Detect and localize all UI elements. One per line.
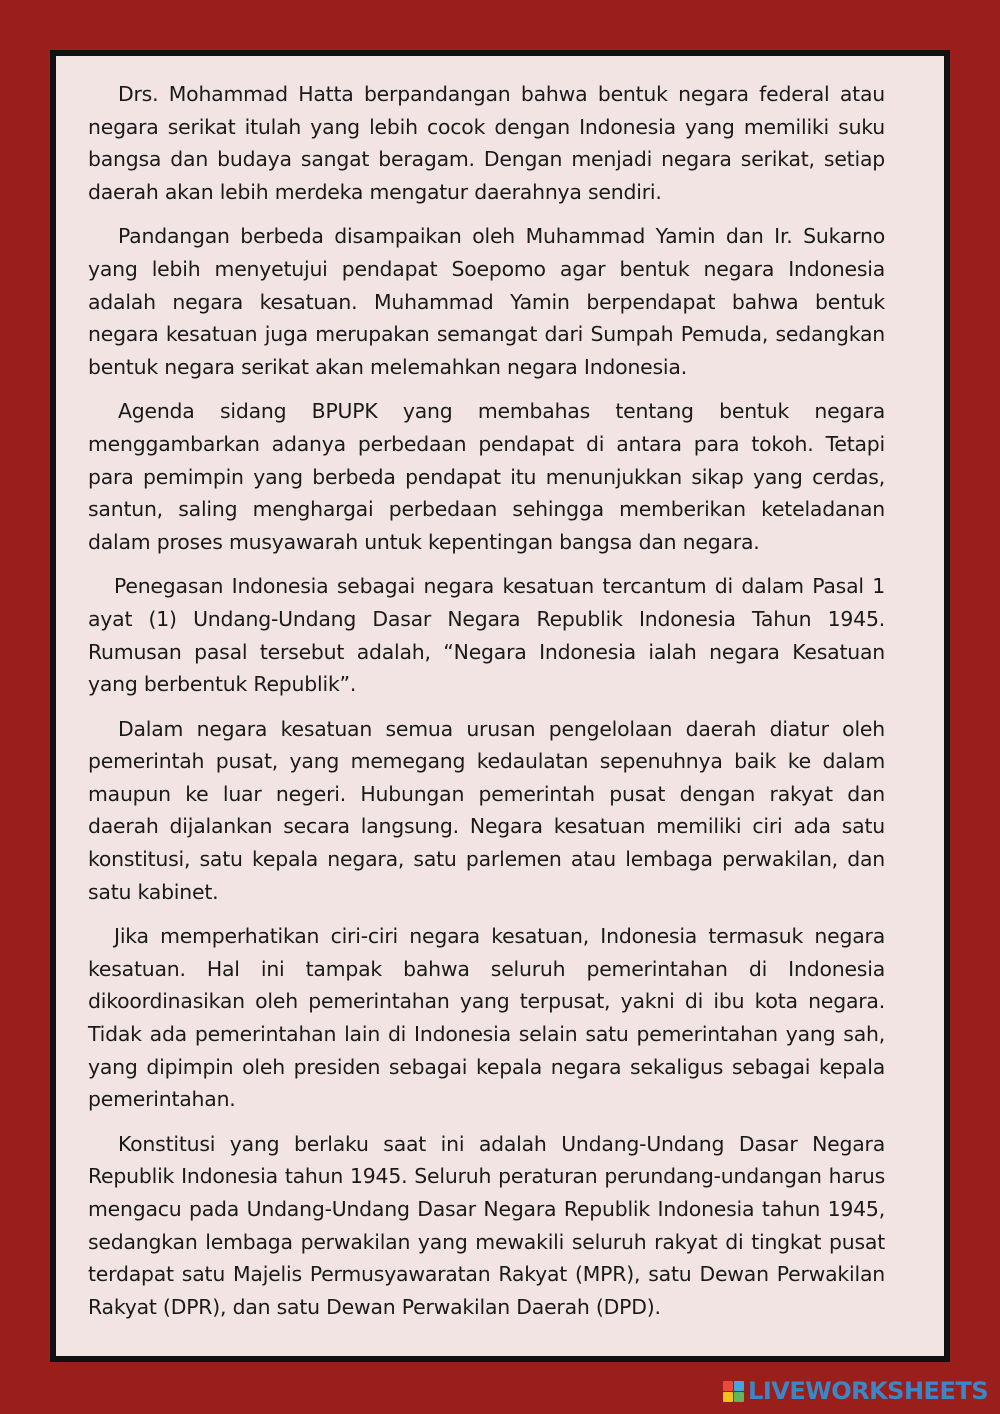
paragraph-konstitusi: Konstitusi yang berlaku saat ini adalah Undang-Undang Dasar Negara Republik Indonesia tahun 1945. Seluruh peraturan perundang-undangan harus mengacu pada Undang-Undang Dasar Negara Republik Indonesia tahun 1945, sedangkan lembaga perwakilan yang mewakili seluruh rakyat di tingkat pusat terdapat satu Majelis Permusyawaratan Rakyat (MPR), satu Dewan Perwakilan Rakyat (DPR), dan satu Dewan Perwakilan Daerah (DPD). — [88, 1131, 885, 1319]
liveworksheets-logo-icon — [723, 1381, 744, 1402]
paragraph-sidang-bpupk: Agenda sidang BPUPK yang membahas tentang bentuk negara menggambarkan adanya perbedaan pendapat di antara para tokoh. Tetapi para pemimpin yang berbeda pendapat itu menunjukkan sikap yang cerdas, santun, saling menghargai perbedaan sehingga memberikan keteladanan dalam proses musyawarah untuk kepentingan bangsa dan negara. — [88, 399, 885, 554]
paragraph-hatta-federal: Drs. Mohammad Hatta berpandangan bahwa bentuk negara federal atau negara serikat itulah yang lebih cocok dengan Indonesia yang memiliki suku bangsa dan budaya sangat beragam. Dengan menjadi negara serikat, setiap daerah akan lebih merdeka mengatur daerahnya sendiri. — [88, 82, 885, 204]
liveworksheets-logo-text: LIVEWORKSHEETS — [748, 1377, 988, 1405]
document-panel — [50, 50, 950, 1362]
paragraph-ciri-negara-kesatuan: Dalam negara kesatuan semua urusan pengelolaan daerah diatur oleh pemerintah pusat, yang memegang kedaulatan sepenuhnya baik ke dalam maupun ke luar negeri. Hubungan pemerintah pusat dengan rakyat dan daerah dijalankan secara langsung. Negara kesatuan memiliki ciri ada satu konstitusi, satu kepala negara, satu parlemen atau lembaga perwakilan, dan satu kabinet. — [88, 716, 885, 904]
paragraph-yamin-sukarno: Pandangan berbeda disampaikan oleh Muhammad Yamin dan Ir. Sukarno yang lebih menyetujui pendapat Soepomo agar bentuk negara Indonesia adalah negara kesatuan. Muhammad Yamin berpendapat bahwa bentuk negara kesatuan juga merupakan semangat dari Sumpah Pemuda, sedangkan bentuk negara serikat akan melemahkan negara Indonesia. — [88, 224, 885, 379]
liveworksheets-logo[interactable] — [723, 1376, 988, 1406]
document-body — [88, 78, 885, 1335]
paragraph-pasal-1-ayat-1: Penegasan Indonesia sebagai negara kesatuan tercantum di dalam Pasal 1 ayat (1) Undang-Undang Dasar Negara Republik Indonesia Tahun 1945. Rumusan pasal tersebut adalah, “Negara Indonesia ialah negara Kesatuan yang berbentuk Republik”. — [88, 574, 885, 697]
paragraph-indonesia-negara-kesatuan: Jika memperhatikan ciri-ciri negara kesatuan, Indonesia termasuk negara kesatuan. Hal ini tampak bahwa seluruh pemerintahan di Indonesia dikoordinasikan oleh pemerintahan yang terpusat, yakni di ibu kota negara. Tidak ada pemerintahan lain di Indonesia selain satu pemerintahan yang sah, yang dipimpin oleh presiden sebagai kepala negara sekaligus sebagai kepala pemerintahan. — [88, 924, 885, 1112]
